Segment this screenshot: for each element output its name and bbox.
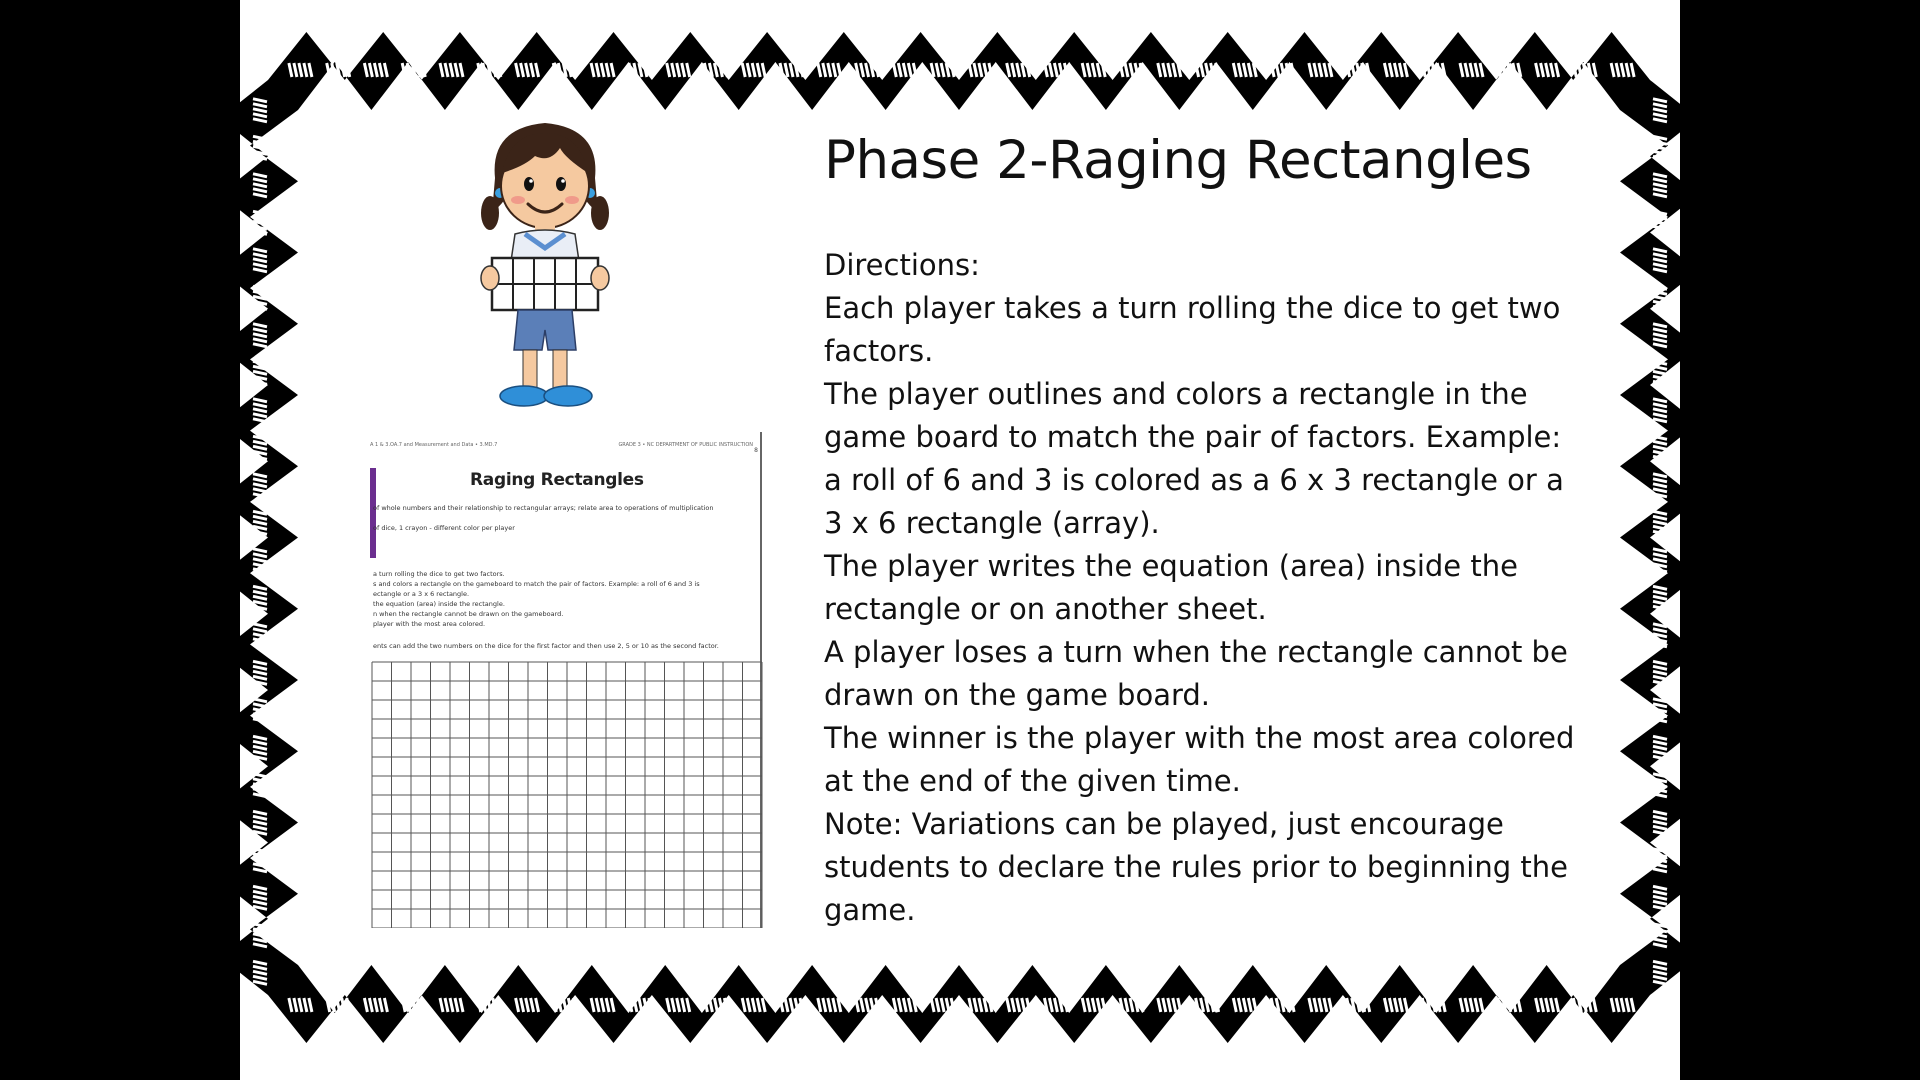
- worksheet-title: Raging Rectangles: [470, 470, 644, 490]
- worksheet-header-right: GRADE 3 • NC DEPARTMENT OF PUBLIC INSTRUCTION: [618, 442, 753, 448]
- slide: [240, 0, 1680, 1080]
- worksheet-page-number: 8: [754, 447, 758, 454]
- worksheet-step: ectangle or a 3 x 6 rectangle.: [373, 590, 470, 598]
- girl-holding-grid-clipart: [480, 118, 610, 418]
- directions-note: Note: Variations can be played, just encourage students to declare the rules prior to beginning the game.: [824, 807, 1568, 927]
- worksheet-step: the equation (area) inside the rectangle.: [373, 600, 505, 608]
- worksheet-header-left: A 1 & 3.OA.7 and Measurement and Data • 3.MD.7: [370, 442, 498, 448]
- worksheet-objective: of whole numbers and their relationship to rectangular arrays; relate area to operations of multiplication: [373, 504, 714, 512]
- slide-title: Phase 2-Raging Rectangles: [824, 130, 1532, 191]
- worksheet-step: s and colors a rectangle on the gameboard to match the pair of factors. Example: a roll of 6 and 3 is: [373, 580, 700, 588]
- worksheet-gameboard-grid: [370, 660, 770, 928]
- worksheet-step: a turn rolling the dice to get two factors.: [373, 570, 505, 578]
- worksheet-step: n when the rectangle cannot be drawn on the gameboard.: [373, 610, 564, 618]
- worksheet-step: player with the most area colored.: [373, 620, 486, 628]
- directions-step: The winner is the player with the most area colored at the end of the given time.: [824, 721, 1575, 798]
- grid-lines: [372, 662, 762, 928]
- directions-step: The player outlines and colors a rectangle in the game board to match the pair of factors. Example: a roll of 6 and 3 is colored as a 6 x 3 rectangle or a 3 x 6 rectangle (array).: [824, 377, 1564, 540]
- directions-step: The player writes the equation (area) inside the rectangle or on another sheet.: [824, 549, 1518, 626]
- worksheet-note: ents can add the two numbers on the dice for the first factor and then use 2, 5 or 10 as the second factor.: [373, 642, 719, 650]
- worksheet-header: [370, 442, 765, 448]
- directions-step: A player loses a turn when the rectangle cannot be drawn on the game board.: [824, 635, 1568, 712]
- directions-heading: Directions:: [824, 248, 980, 282]
- directions-step: Each player takes a turn rolling the dice to get two factors.: [824, 291, 1561, 368]
- worksheet-materials: of dice, 1 crayon - different color per player: [373, 524, 515, 532]
- worksheet-purple-bar: [370, 468, 376, 558]
- worksheet-thumbnail: [370, 432, 770, 928]
- directions-text: [824, 244, 1584, 932]
